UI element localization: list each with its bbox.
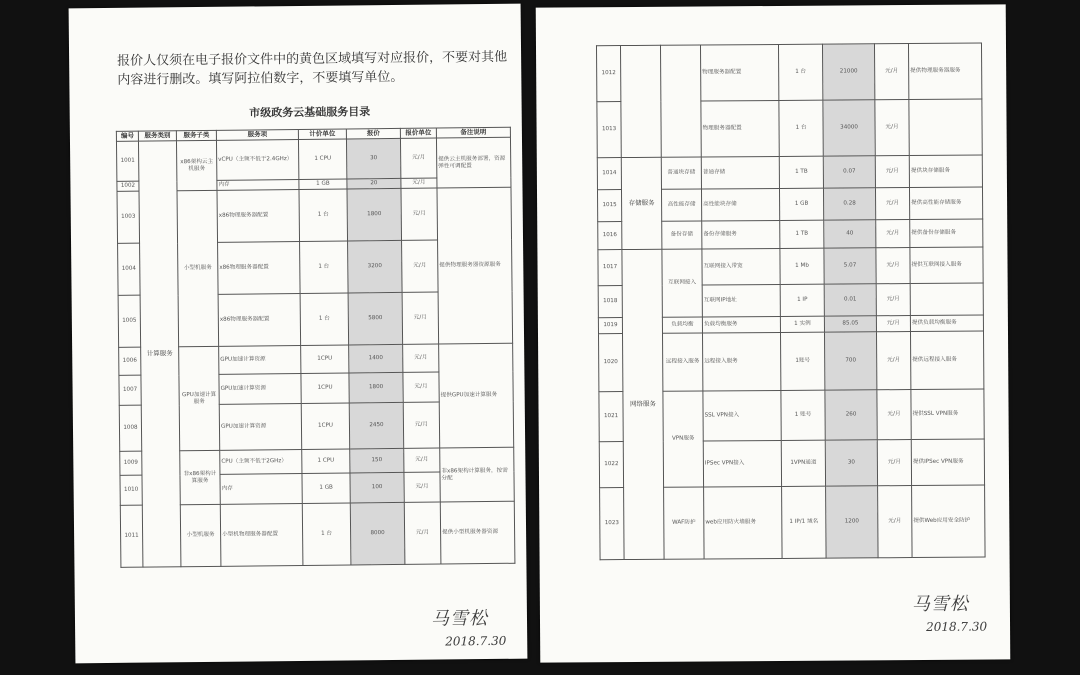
- cell-item: 小型机物理服务器配置: [220, 503, 303, 566]
- cell-price-unit: 元/月: [877, 440, 911, 486]
- cell-price-unit: 元/月: [874, 44, 908, 100]
- cell-subcategory: WAF防护: [664, 487, 705, 559]
- cell-no: 1009: [120, 451, 142, 475]
- table-row: [116, 137, 510, 181]
- price-table-left: [116, 127, 516, 568]
- cell-note: 提供IPSec VPN服务: [911, 439, 984, 486]
- cell-price-unit: 元/月: [402, 292, 439, 344]
- cell-item: CPU（主频不低于2GHz）: [220, 449, 302, 474]
- cell-item: vCPU（主频不低于2.4GHz）: [216, 139, 298, 180]
- cell-note: 提供物理服务器资源服务: [437, 187, 513, 344]
- cell-category: [620, 45, 661, 157]
- cell-unit: 1 GB: [779, 188, 823, 220]
- cell-item: 远程接入服务: [702, 332, 780, 391]
- cell-price-unit: 元/月: [404, 448, 440, 472]
- header-note: 备注说明: [436, 127, 510, 138]
- cell-no: 1013: [597, 102, 621, 158]
- intro-text: 报价人仅须在电子报价文件中的黄色区域填写对应报价，不要对其他内容进行删改。填写阿拉伯数字，不要填写单位。: [117, 49, 508, 88]
- cell-subcategory: 普通块存储: [661, 157, 701, 189]
- category-compute: 计算服务: [138, 141, 180, 567]
- right-document-page: [536, 4, 1011, 662]
- cell-price-unit: 元/月: [401, 188, 438, 240]
- cell-price[interactable]: 100: [350, 472, 404, 503]
- cell-subcategory: 互联网接入: [662, 249, 702, 317]
- cell-no: 1008: [119, 405, 141, 451]
- header-price: 报价: [346, 128, 400, 139]
- table-row: [598, 247, 983, 286]
- cell-price[interactable]: 0.01: [824, 284, 876, 316]
- signature-date: 2018.7.30: [926, 619, 988, 634]
- cell-price-unit: 元/月: [403, 344, 439, 372]
- cell-no: 1003: [117, 191, 140, 243]
- cell-price[interactable]: 34000: [823, 100, 875, 156]
- cell-unit: 1 台: [302, 503, 351, 565]
- cell-no: 1021: [599, 392, 623, 442]
- cell-price-unit: 元/月: [878, 486, 913, 558]
- cell-no: 1018: [598, 286, 622, 318]
- cell-unit: 1 台: [779, 100, 823, 156]
- cell-no: 1010: [120, 475, 142, 505]
- cell-unit: 1VPN通道: [781, 440, 825, 486]
- cell-price-unit: 元/月: [404, 472, 440, 502]
- cell-no: 1011: [120, 505, 143, 567]
- cell-price[interactable]: 20: [347, 178, 401, 189]
- cell-unit: 1 GB: [299, 179, 347, 190]
- cell-no: 1001: [116, 141, 138, 181]
- cell-no: 1004: [118, 243, 141, 295]
- cell-no: 1005: [118, 295, 141, 347]
- cell-note: 提供小型机服务器资源: [440, 501, 515, 564]
- cell-no: 1015: [597, 190, 621, 222]
- cell-price[interactable]: 0.07: [823, 156, 875, 188]
- cell-price-unit: 元/月: [875, 156, 909, 188]
- cell-price-unit: 元/月: [401, 178, 437, 188]
- cell-no: 1007: [119, 375, 141, 405]
- cell-price-unit: 元/月: [403, 372, 439, 402]
- cell-price-unit: 元/月: [875, 100, 909, 156]
- cell-subcategory: x86架构云主机服务: [176, 140, 217, 190]
- cell-subcategory: 远程接入服务: [662, 333, 702, 391]
- header-no: 编号: [116, 131, 138, 141]
- cell-note: 非x86架构计算服务，按需分配: [440, 447, 515, 502]
- cell-unit: 1 IP/1 域名: [782, 486, 827, 558]
- cell-price[interactable]: 5800: [348, 292, 403, 345]
- cell-note: 提供云主机服务部署，资源弹性可调配置: [436, 137, 511, 188]
- cell-price-unit: 元/月: [876, 284, 910, 316]
- cell-price[interactable]: 3200: [348, 240, 403, 293]
- cell-price[interactable]: 21000: [822, 44, 874, 100]
- cell-unit: 1 GB: [302, 473, 350, 504]
- cell-item: 互联网接入带宽: [702, 248, 780, 285]
- table-row: [597, 155, 982, 190]
- cell-no: 1016: [598, 222, 622, 250]
- cell-note: [909, 99, 982, 156]
- cell-unit: 1账号: [780, 332, 824, 390]
- cell-item: x86物理服务器配置: [218, 241, 301, 294]
- cell-no: 1012: [596, 46, 620, 102]
- cell-price[interactable]: 5.07: [824, 248, 876, 284]
- cell-note: 提供块存储服务: [909, 155, 982, 188]
- header-item: 服务项: [216, 129, 298, 140]
- cell-price[interactable]: 1200: [826, 486, 879, 558]
- cell-price[interactable]: 260: [825, 390, 877, 440]
- category-storage: 存储服务: [621, 157, 662, 249]
- table-row: [596, 43, 981, 102]
- left-document-page: [69, 4, 528, 664]
- cell-unit: 1 账号: [781, 390, 825, 440]
- price-table-right: [596, 43, 986, 561]
- cell-price-unit: 元/月: [400, 138, 436, 178]
- cell-subcategory: GPU加速计算服务: [179, 346, 220, 450]
- cell-subcategory: VPN服务: [663, 391, 704, 487]
- cell-no: 1023: [600, 488, 625, 560]
- cell-subcategory: 高性能存储: [661, 189, 701, 221]
- cell-no: 1022: [599, 442, 623, 488]
- cell-price-unit: 元/月: [876, 220, 910, 248]
- cell-unit: 1 台: [778, 44, 822, 100]
- cell-price[interactable]: 1800: [349, 372, 403, 403]
- cell-price[interactable]: 30: [825, 440, 877, 486]
- cell-no: 1006: [119, 347, 141, 375]
- cell-unit: 1CPU: [301, 345, 349, 374]
- cell-note: 提供GPU加速计算服务: [439, 343, 514, 448]
- cell-item: 内存: [220, 473, 302, 504]
- header-price-unit: 报价单位: [400, 128, 436, 138]
- cell-item: x86物理服务器配置: [218, 293, 301, 346]
- cell-note: 提供物理服务器服务: [908, 43, 981, 100]
- cell-unit: 1 实例: [780, 316, 824, 332]
- cell-unit: 1 台: [299, 189, 348, 241]
- cell-subcategory: 非x86架构计算服务: [180, 450, 221, 504]
- cell-item: 备份存储服务: [702, 220, 780, 249]
- cell-no: 1002: [117, 181, 139, 191]
- header-category: 服务类别: [138, 131, 176, 141]
- cell-price-unit: 元/月: [404, 502, 441, 564]
- header-subcategory: 服务子类: [176, 130, 216, 140]
- cell-subcategory: 小型机服务: [177, 190, 219, 346]
- cell-note: [910, 283, 983, 316]
- cell-item: 负载均衡服务: [702, 316, 780, 333]
- cell-note: 提供高性能存储服务: [909, 187, 982, 220]
- cell-price[interactable]: 700: [824, 332, 876, 390]
- cell-note: 提供远程接入服务: [910, 331, 983, 390]
- cell-price[interactable]: 85.05: [824, 316, 876, 332]
- cell-item: SSL VPN接入: [703, 390, 781, 441]
- header-unit: 计价单位: [298, 129, 346, 140]
- cell-note: 提供SSL VPN服务: [911, 389, 984, 440]
- cell-no: 1020: [598, 334, 622, 392]
- cell-price[interactable]: 30: [346, 138, 400, 179]
- cell-item: 互联网IP地址: [702, 284, 780, 317]
- cell-item: 物理服务器配置: [701, 100, 779, 157]
- table-title: 市级政务云基础服务目录: [249, 105, 371, 120]
- cell-item: 普通存储: [701, 156, 779, 189]
- cell-item: x86物理服务器配置: [217, 189, 300, 242]
- cell-price-unit: 元/月: [875, 188, 909, 220]
- cell-price-unit: 元/月: [876, 316, 910, 332]
- cell-item: IPSec VPN接入: [703, 440, 781, 487]
- cell-unit: 1 IP: [780, 284, 824, 316]
- signature-right: [912, 590, 987, 635]
- cell-unit: 1 台: [300, 241, 349, 293]
- cell-price[interactable]: 150: [350, 448, 404, 473]
- cell-note: 提供负载均衡服务: [910, 315, 983, 332]
- cell-price[interactable]: 8000: [350, 502, 405, 565]
- cell-no: 1017: [598, 250, 622, 286]
- cell-price-unit: 元/月: [402, 240, 439, 292]
- cell-subcategory: 负载均衡: [662, 317, 702, 333]
- cell-price[interactable]: 0.28: [823, 188, 875, 220]
- cell-item: GPU加速计算资源: [219, 373, 301, 404]
- cell-price[interactable]: 1400: [349, 344, 403, 373]
- cell-no: 1014: [597, 158, 621, 190]
- cell-price[interactable]: 2450: [349, 402, 403, 449]
- cell-subcategory: 备份存储: [662, 221, 702, 249]
- cell-unit: 1 CPU: [298, 139, 346, 180]
- cell-note: 提供互联网接入服务: [910, 247, 983, 284]
- cell-price-unit: 元/月: [876, 248, 910, 284]
- cell-no: 1019: [598, 318, 622, 334]
- signature-name: 马雪松: [911, 593, 969, 616]
- cell-unit: 1 台: [300, 293, 349, 345]
- cell-price[interactable]: 1800: [347, 188, 402, 241]
- cell-unit: 1 Mb: [780, 248, 824, 284]
- cell-subcategory: [660, 45, 701, 157]
- cell-unit: 1CPU: [301, 373, 349, 404]
- cell-price[interactable]: 40: [824, 220, 876, 248]
- category-network: 网络服务: [622, 249, 664, 559]
- cell-unit: 1CPU: [301, 403, 349, 450]
- cell-item: 内存: [217, 179, 299, 190]
- cell-item: web应用防火墙服务: [704, 486, 783, 559]
- cell-note: 提供备份存储服务: [910, 219, 983, 248]
- cell-unit: 1 TB: [780, 220, 824, 248]
- cell-item: 高性能块存储: [701, 188, 779, 221]
- cell-item: 物理服务器配置: [700, 44, 778, 101]
- cell-item: GPU加速计算资源: [219, 403, 301, 450]
- cell-note: 提供Web应用安全防护: [912, 485, 986, 558]
- cell-price-unit: 元/月: [403, 402, 439, 448]
- cell-price-unit: 元/月: [876, 332, 910, 390]
- cell-unit: 1 CPU: [302, 449, 350, 474]
- signature-name: 马雪松: [430, 608, 489, 630]
- cell-price-unit: 元/月: [877, 390, 911, 440]
- signature-left: [431, 604, 507, 649]
- cell-subcategory: 小型机服务: [180, 504, 221, 566]
- cell-item: GPU加速计算资源: [219, 345, 301, 374]
- cell-unit: 1 TB: [779, 156, 823, 188]
- signature-date: 2018.7.30: [445, 633, 507, 649]
